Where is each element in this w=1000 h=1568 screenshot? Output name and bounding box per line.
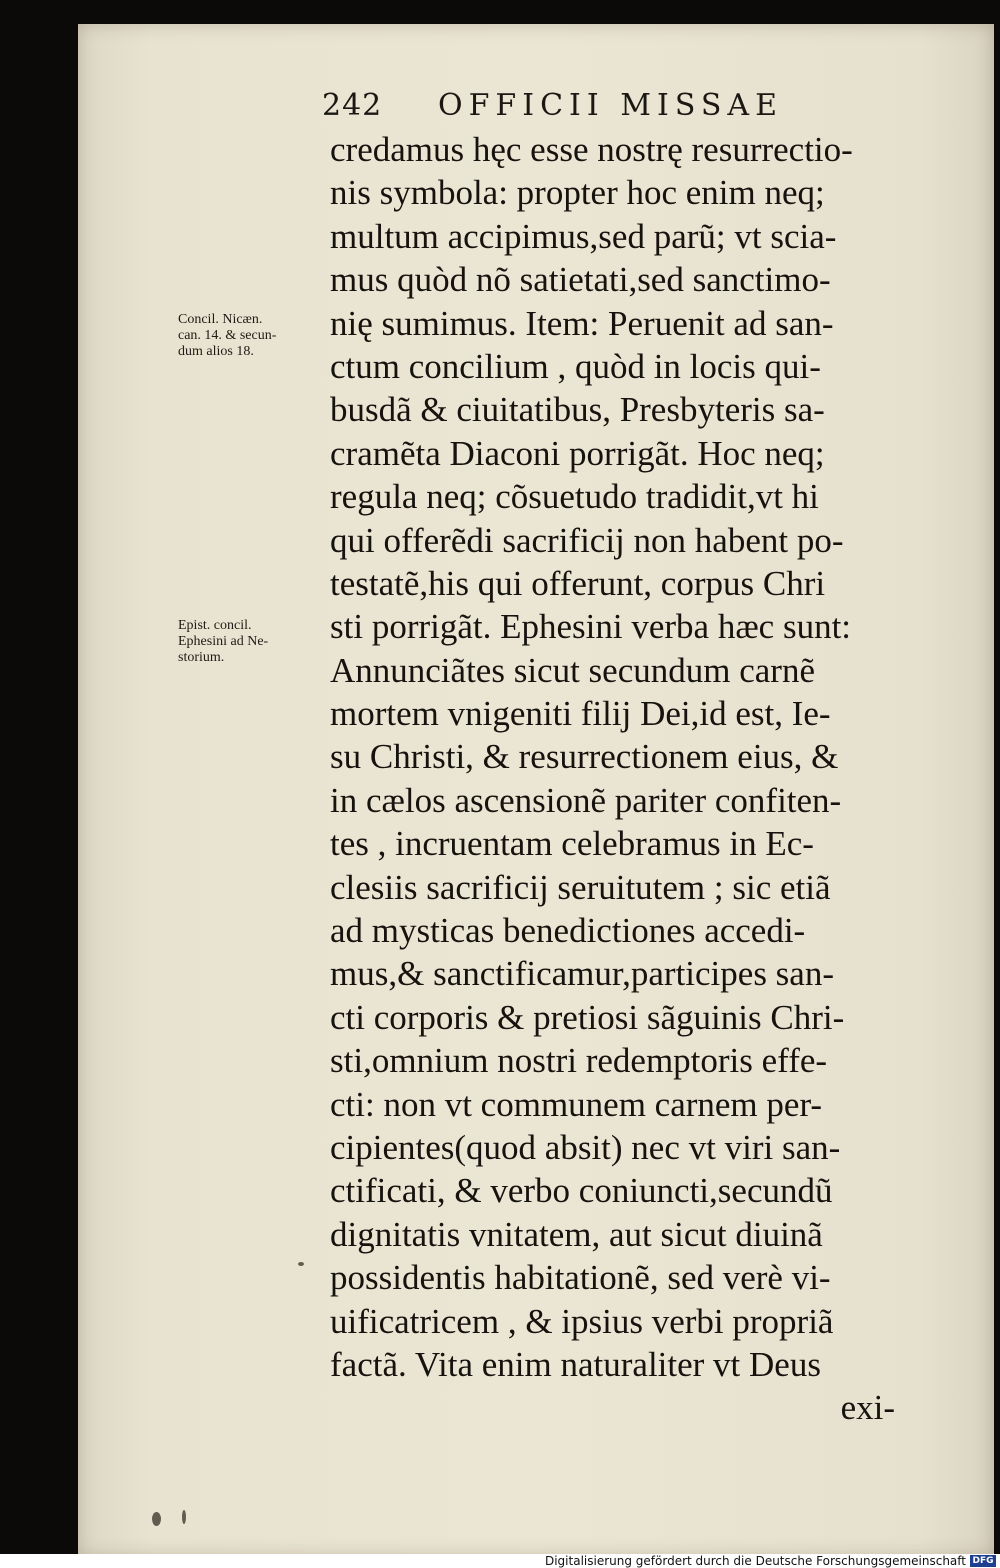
footer-bar	[0, 1554, 1000, 1568]
text-line: ctificati, & verbo coniuncti,secundũ	[330, 1171, 833, 1211]
text-line: mus quòd nõ satietati,sed sanctimo-	[330, 260, 831, 300]
ink-spot	[152, 1512, 161, 1526]
catchword: exi-	[840, 1388, 895, 1428]
text-line: busdã & ciuitatibus, Presbyteris sa-	[330, 390, 825, 430]
running-head: OFFICII MISSAE	[438, 88, 783, 123]
text-line: credamus hęc esse nostrę resurrectio-	[330, 130, 853, 169]
margin-note-line: dum alios 18.	[178, 344, 254, 359]
text-line: nię sumimus. Item: Peruenit ad san-	[330, 303, 834, 343]
text-line: mortem vnigeniti filij Dei,id est, Ie-	[330, 694, 831, 734]
footer-credit: Digitalisierung gefördert durch die Deutsche Forschungsgemeinschaft	[544, 1554, 966, 1568]
text-line: qui offerẽdi sacrificij non habent po-	[330, 520, 844, 560]
text-line: mus,& sanctificamur,participes san-	[330, 954, 834, 994]
text-line: sti,omnium nostri redemptoris effe-	[330, 1041, 828, 1081]
page-number: 242	[322, 88, 383, 123]
ink-spot	[182, 1510, 186, 1524]
text-line: cramẽta Diaconi porrigãt. Hoc neq;	[330, 433, 825, 473]
margin-note-line: storium.	[178, 650, 225, 665]
text-line: in cælos ascensionẽ pariter confiten-	[330, 780, 842, 820]
margin-note-council-ephesus	[178, 618, 328, 666]
text-line: uificatricem , & ipsius verbi propriã	[330, 1301, 834, 1341]
text-line: possidentis habitationẽ, sed verè vi-	[330, 1258, 831, 1298]
text-line: tes , incruentam celebramus in Ec-	[330, 824, 814, 864]
margin-note-line: Ephesini ad Ne-	[178, 634, 269, 649]
text-line: multum accipimus,sed parũ; vt scia-	[330, 216, 837, 256]
margin-note-line: Concil. Nicæn.	[178, 312, 263, 327]
ink-spot	[298, 1262, 304, 1266]
text-line: cti corporis & pretiosi sãguinis Chri-	[330, 997, 845, 1037]
text-line: Annunciãtes sicut secundum carnẽ	[330, 650, 815, 690]
text-line: cti: non vt communem carnem per-	[330, 1084, 823, 1124]
text-line: nis symbola: propter hoc enim neq;	[330, 173, 825, 213]
text-line: sti porrigãt. Ephesini verba hæc sunt:	[330, 607, 852, 647]
text-line: dignitatis vnitatem, aut sicut diuinã	[330, 1214, 823, 1254]
text-line: ctum concilium , quòd in locis qui-	[330, 346, 821, 386]
body-text	[330, 128, 895, 1430]
text-line: clesiis sacrificij seruitutem ; sic etiã	[330, 867, 831, 907]
margin-note-line: Epist. concil.	[178, 618, 252, 633]
dfg-logo: DFG	[970, 1555, 996, 1567]
margin-note-line: can. 14. & secun-	[178, 328, 277, 343]
text-line: ad mysticas benedictiones accedi-	[330, 911, 806, 951]
text-line: testatẽ,his qui offerunt, corpus Chri	[330, 563, 826, 603]
text-line: regula neq; cõsuetudo tradidit,vt hi	[330, 477, 819, 517]
text-line: cipientes(quod absit) nec vt viri san-	[330, 1127, 841, 1167]
text-line: su Christi, & resurrectionem eius, &	[330, 737, 839, 777]
margin-note-council-nicaea	[178, 312, 328, 360]
text-line: factã. Vita enim naturaliter vt Deus	[330, 1344, 821, 1384]
